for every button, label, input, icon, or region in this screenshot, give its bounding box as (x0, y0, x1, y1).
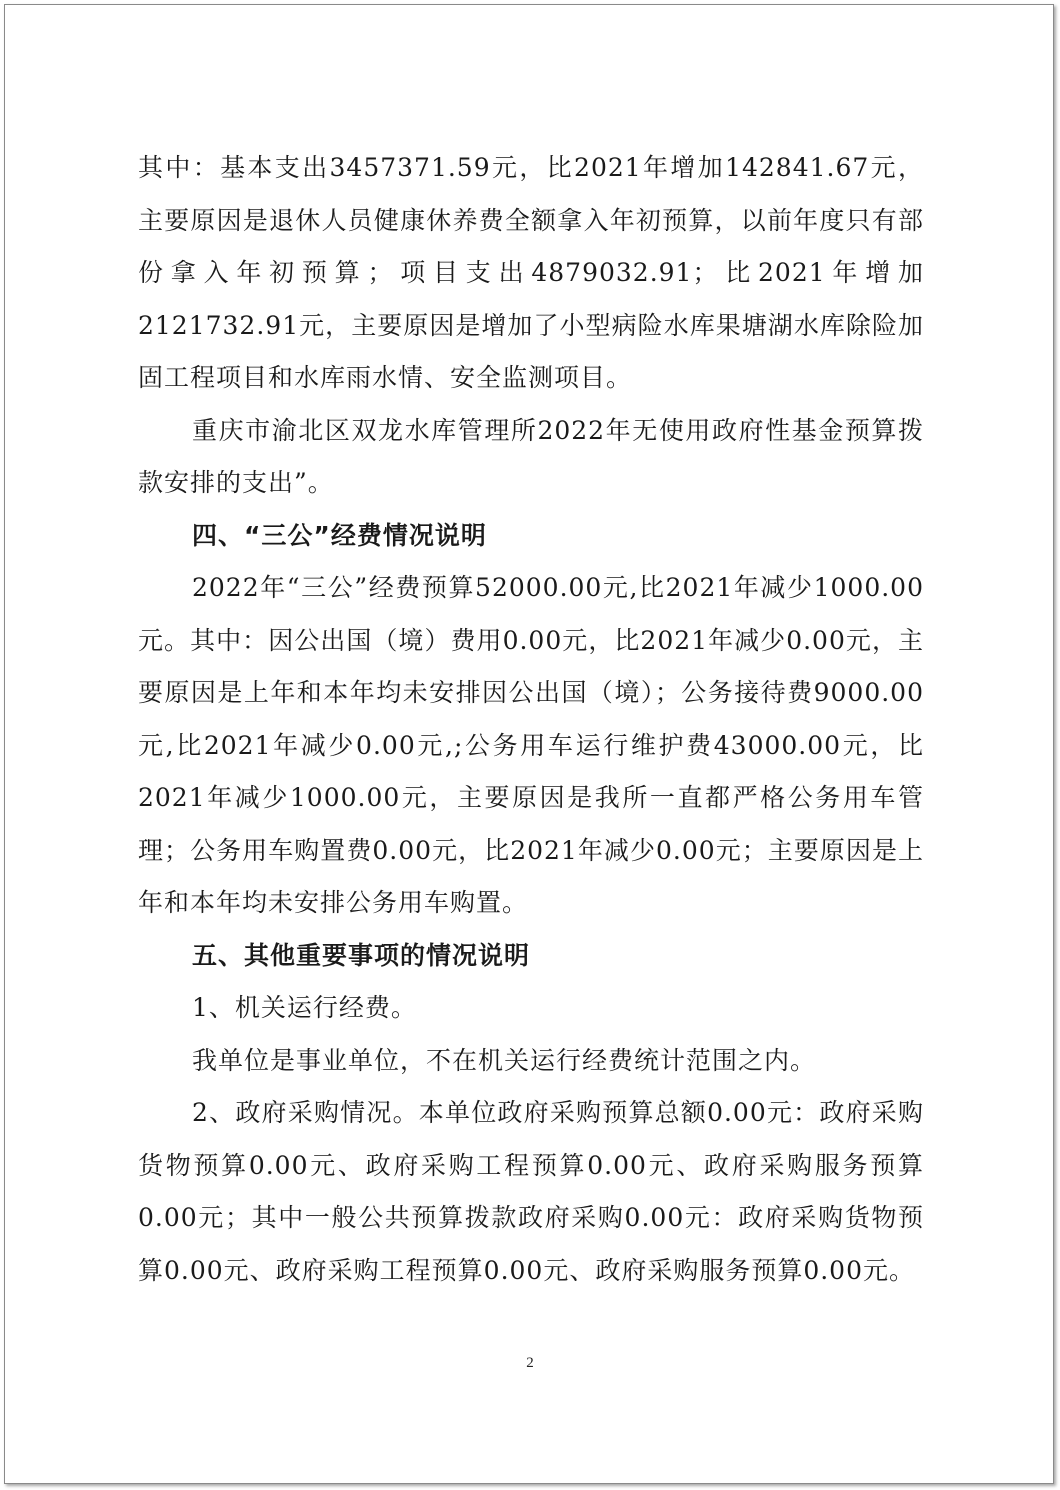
paragraph-basic-and-project-expenditure: 其中：基本支出3457371.59元，比2021年增加142841.67元，主要原因是退休人员健康休养费全额拿入年初预算，以前年度只有部份拿入年初预算；项目支出4879032.91；比2021年增加2121732.91元，主要原因是增加了小型病险水库果塘湖水库除险加固工程项目和水库雨水情、安全监测项目。 (138, 153, 924, 392)
paragraph-office-operating-expenses-body: 我单位是事业单位，不在机关运行经费统计范围之内。 (192, 1045, 817, 1075)
paragraph-government-fund-budget: 重庆市渝北区双龙水库管理所2022年无使用政府性基金预算拨款安排的支出”。 (138, 415, 924, 497)
paragraph-office-operating-expenses-title: 1、机关运行经费。 (192, 993, 417, 1022)
section-heading-three-public-expenses: 四、“三公”经费情况说明 (192, 520, 487, 550)
section-heading-other-important-matters: 五、其他重要事项的情况说明 (192, 940, 531, 970)
page-number: 2 (526, 1355, 534, 1371)
paragraph-government-procurement: 2、政府采购情况。本单位政府采购预算总额0.00元：政府采购货物预算0.00元、政府采购工程预算0.00元、政府采购服务预算0.00元；其中一般公共预算拨款政府采购0.00元：政府采购货物预算0.00元、政府采购工程预算0.00元、政府采购服务预算0.00元。 (138, 1098, 924, 1285)
paragraph-three-public-expenses: 2022年“三公”经费预算52000.00元,比2021年减少1000.00元。其中：因公出国（境）费用0.00元，比2021年减少0.00元，主要原因是上年和本年均未安排因公出国（境）；公务接待费9000.00元,比2021年减少0.00元,;公务用车运行维护费43000.00元，比2021年减少1000.00元，主要原因是我所一直都严格公务用车管理；公务用车购置费0.00元，比2021年减少0.00元；主要原因是上年和本年均未安排公务用车购置。 (138, 573, 924, 917)
document-body (138, 142, 924, 1297)
